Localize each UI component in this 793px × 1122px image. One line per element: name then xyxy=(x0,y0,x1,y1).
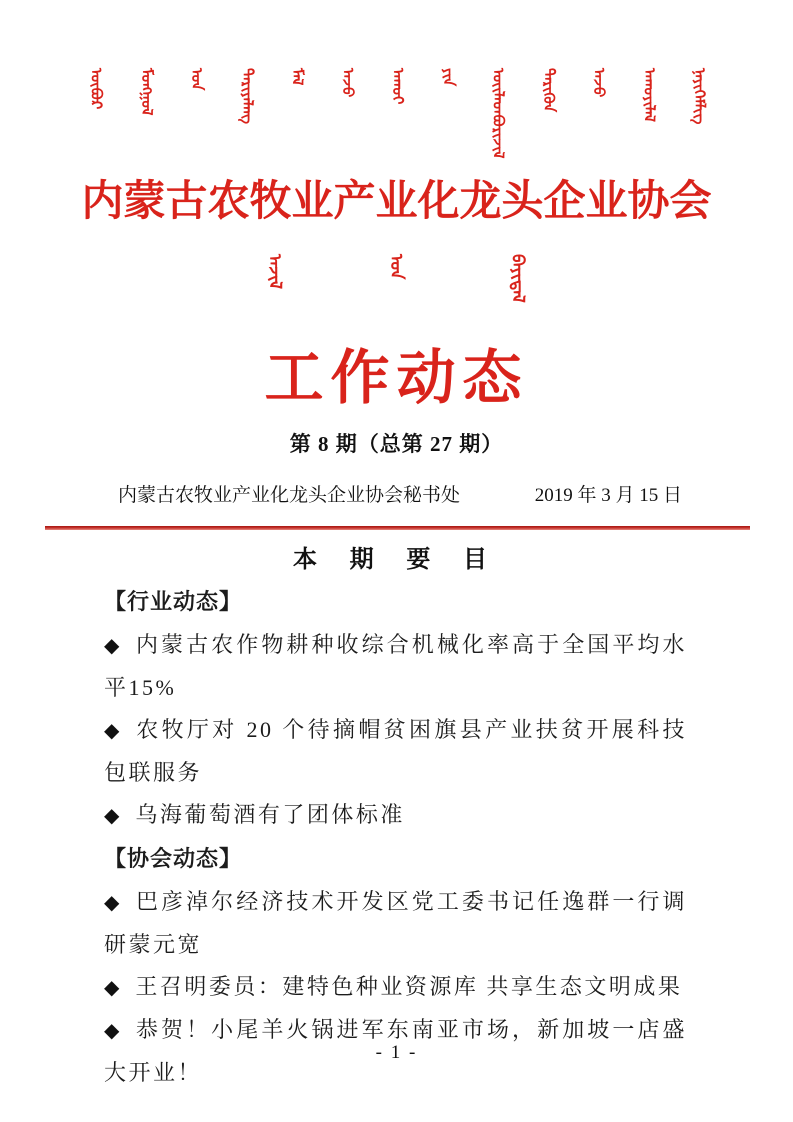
mongolian-word: ᠠᠵᠤ xyxy=(590,68,606,98)
mongolian-word: ᠮᠣᠩᠭᠣᠯ xyxy=(137,68,154,116)
contents-body xyxy=(104,580,687,1094)
list-item xyxy=(104,624,687,709)
mongolian-word: ᠤᠨ xyxy=(387,254,406,280)
diamond-bullet-icon: ◆ xyxy=(104,977,120,999)
toc-item-text: 恭贺！小尾羊火锅进军东南亚市场，新加坡一店盛大开业！ xyxy=(104,1017,687,1085)
red-divider-rule xyxy=(45,526,750,530)
diamond-bullet-icon: ◆ xyxy=(104,805,120,827)
contents-heading: 本 期 要 目 xyxy=(292,546,500,573)
mongolian-script-line2 xyxy=(267,254,527,328)
masthead xyxy=(0,0,793,530)
contents-area xyxy=(0,539,793,1094)
mongolian-word: ᠤᠨ xyxy=(188,68,204,91)
section-title-industry: 【行业动态】 xyxy=(104,589,243,614)
mongolian-script-line1 xyxy=(88,68,706,164)
mongolian-word: ᠠᠬᠤᠶᠢᠯᠠᠯ xyxy=(640,68,657,123)
toc-item-text: 农牧厅对 20 个待摘帽贫困旗县产业扶贫开展科技包联服务 xyxy=(104,717,687,785)
mongolian-word: ᠶᠢᠨ xyxy=(439,68,456,87)
publish-date: 2019 年 3 月 15 日 xyxy=(534,485,682,506)
publisher-name: 内蒙古农牧业产业化龙头企业协会秘书处 xyxy=(118,485,461,506)
toc-item-text: 巴彦淖尔经济技术开发区党工委书记任逸群一行调研蒙元宽 xyxy=(104,889,687,957)
mongolian-word: ᠦᠢᠯᠡᠳᠪᠦᠷᠢᠵᠢᠯ xyxy=(489,68,506,159)
section-title-association: 【协会动态】 xyxy=(104,846,243,871)
mongolian-word: ᠠᠵᠢᠯ xyxy=(265,254,285,290)
mongolian-word: ᠥᠪᠥᠷ xyxy=(87,68,104,110)
mongolian-word: ᠮᠠᠯ xyxy=(288,68,305,86)
diamond-bullet-icon: ◆ xyxy=(104,720,121,742)
diamond-bullet-icon: ◆ xyxy=(104,892,120,914)
diamond-bullet-icon: ◆ xyxy=(104,1020,120,1042)
mongolian-word: ᠨᠡᠶᠢᠭᠡᠮᠯᠢᠭ xyxy=(690,68,707,125)
mongolian-word: ᠲᠡᠷᠢᠭᠦᠨ xyxy=(539,68,556,113)
mongolian-word: ᠠᠬᠤᠢ xyxy=(389,68,405,105)
issue-number: 第 8 期（总第 27 期） xyxy=(289,432,504,456)
list-item xyxy=(104,881,687,966)
diamond-bullet-icon: ◆ xyxy=(104,635,120,657)
toc-item-text: 王召明委员：建特色种业资源库 共享生态文明成果 xyxy=(135,974,683,999)
publisher-row xyxy=(118,480,682,507)
bulletin-title: 工作动态 xyxy=(264,345,529,411)
mongolian-word: ᠪᠠᠶᠢᠳᠠᠯ xyxy=(508,254,528,303)
toc-item-text: 乌海葡萄酒有了团体标准 xyxy=(135,802,405,827)
list-item xyxy=(104,794,687,837)
list-item xyxy=(104,709,687,794)
organization-title: 内蒙古农牧业产业化龙头企业协会 xyxy=(81,179,712,225)
list-item xyxy=(104,966,687,1009)
page-number: - 1 - xyxy=(375,1042,418,1063)
toc-item-text: 内蒙古农作物耕种收综合机械化率高于全国平均水平15% xyxy=(104,632,687,700)
mongolian-word: ᠠᠵᠤ xyxy=(338,68,355,98)
mongolian-word: ᠲᠠᠷᠢᠶᠠᠯᠠᠩ xyxy=(238,68,255,124)
